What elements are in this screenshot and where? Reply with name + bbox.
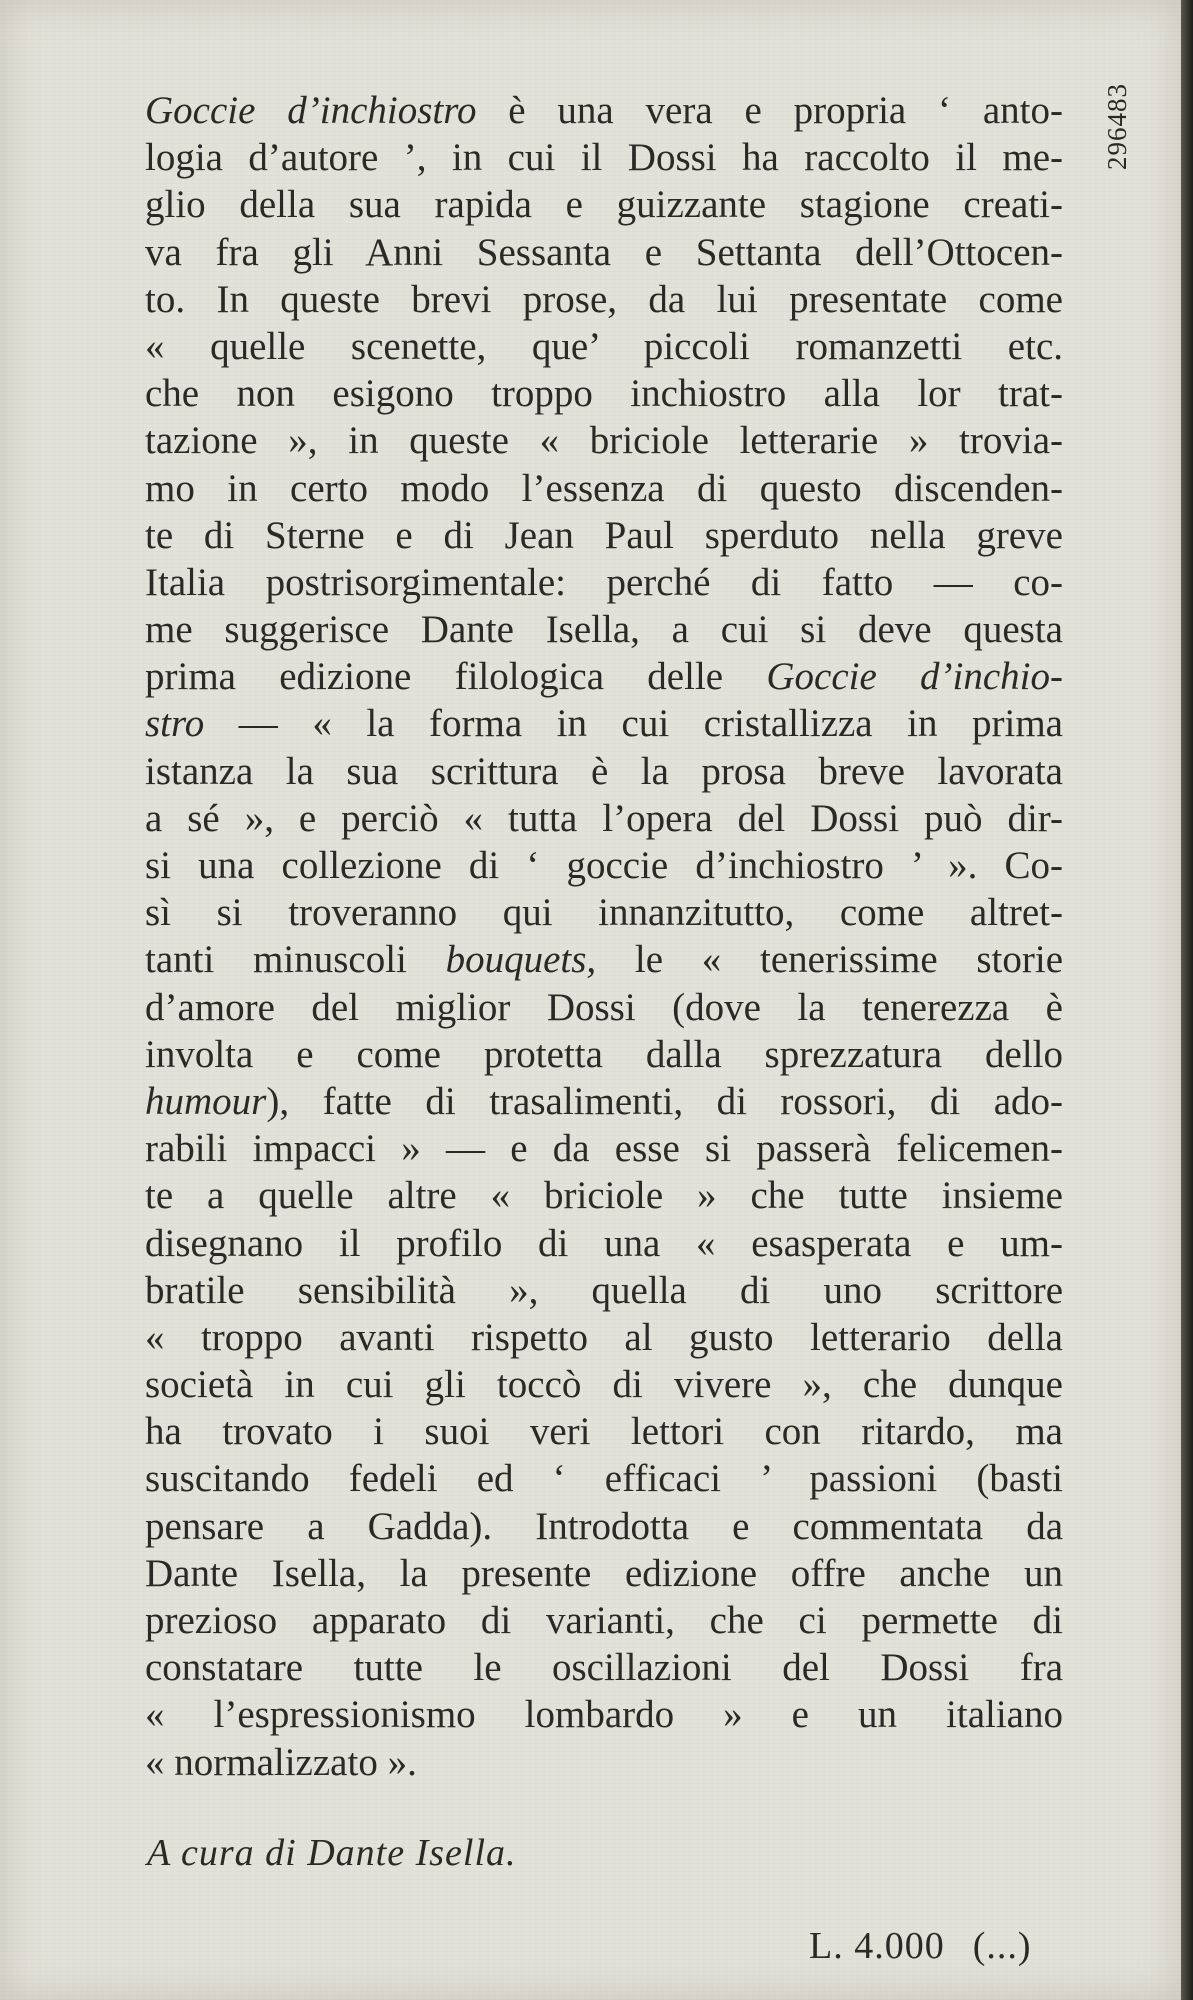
blurb-line xyxy=(145,700,1063,747)
blurb-segment: sì si troveranno qui innanzitutto, come altret- xyxy=(145,891,1063,935)
blurb-segment: to. In queste brevi prose, da lui presentate come xyxy=(145,277,1063,321)
blurb-segment: ), fatte di trasalimenti, di rossori, di ado- xyxy=(266,1079,1063,1123)
blurb-segment: disegnano il profilo di una « esasperata e um- xyxy=(145,1221,1063,1265)
blurb-line xyxy=(145,1031,1063,1078)
blurb-segment: te di Sterne e di Jean Paul sperduto nella greve xyxy=(145,513,1063,557)
blurb-segment: istanza la sua scrittura è la prosa breve lavorata xyxy=(145,749,1063,793)
blurb-line xyxy=(145,1597,1063,1644)
blurb-line xyxy=(145,1455,1063,1502)
page-edge-shadow xyxy=(1181,0,1193,2000)
blurb-line xyxy=(145,512,1063,559)
blurb-segment: « normalizzato ». xyxy=(145,1740,417,1784)
blurb-segment: è una vera e propria ‘ anto- xyxy=(476,89,1063,132)
blurb-segment: rabili impacci » — e da esse si passerà felicemen- xyxy=(145,1127,1063,1171)
price-suffix: (...) xyxy=(972,1925,1032,1967)
blurb-segment: d’amore del miglior Dossi (dove la tenerezza è xyxy=(145,985,1063,1029)
blurb-italic-segment: humour xyxy=(145,1079,267,1123)
blurb-segment: involta e come protetta dalla sprezzatura dello xyxy=(145,1032,1063,1076)
blurb-line xyxy=(145,1172,1063,1219)
blurb-line xyxy=(145,653,1063,700)
blurb-segment: constatare tutte le oscillazioni del Dossi fra xyxy=(145,1646,1063,1690)
blurb-line xyxy=(145,1314,1063,1361)
blurb-segment: — « la forma in cui cristallizza in prima xyxy=(204,702,1063,746)
blurb-segment: « troppo avanti rispetto al gusto letterario della xyxy=(145,1315,1063,1359)
blurb-line xyxy=(145,1644,1063,1691)
blurb-italic-segment: stro xyxy=(145,702,205,746)
blurb-line xyxy=(145,606,1063,653)
blurb-segment: prima edizione filologica delle xyxy=(145,655,767,699)
blurb-line xyxy=(145,1503,1063,1550)
blurb-line xyxy=(145,229,1063,276)
blurb-line xyxy=(145,748,1063,795)
blurb-line xyxy=(145,984,1063,1031)
blurb-segment: va fra gli Anni Sessanta e Settanta dell’Ottocen- xyxy=(145,230,1063,274)
blurb-segment: prezioso apparato di varianti, che ci permette di xyxy=(145,1599,1063,1642)
blurb-segment: a sé », e perciò « tutta l’opera del Dossi può dir- xyxy=(145,796,1063,840)
blurb-line xyxy=(145,134,1063,181)
blurb-line xyxy=(145,1220,1063,1267)
serial-number: 296483 xyxy=(1102,83,1132,170)
blurb-line xyxy=(145,465,1063,512)
blurb-segment: si una collezione di ‘ goccie d’inchiostro ’ ». Co- xyxy=(145,844,1063,887)
blurb-line xyxy=(145,1267,1063,1314)
blurb-segment: Dante Isella, la presente edizione offre anche un xyxy=(145,1551,1063,1595)
blurb-segment: tanti minuscoli xyxy=(145,938,446,982)
blurb-line xyxy=(145,559,1063,606)
blurb-segment: tazione », in queste « briciole letterarie » trovia- xyxy=(145,419,1063,463)
blurb-segment: Italia postrisorgimentale: perché di fatto — co- xyxy=(145,560,1063,604)
blurb-segment: che non esigono troppo inchiostro alla lor trat- xyxy=(145,372,1063,416)
price-value: L. 4.000 xyxy=(809,1925,945,1967)
blurb-italic-segment: Goccie d’inchio- xyxy=(766,655,1064,699)
blurb-line xyxy=(145,1361,1063,1408)
blurb-segment: suscitando fedeli ed ‘ efficaci ’ passioni (basti xyxy=(145,1457,1063,1501)
blurb-line xyxy=(145,795,1063,842)
blurb-line xyxy=(145,842,1063,889)
blurb-segment: « l’espressionismo lombardo » e un italiano xyxy=(145,1693,1063,1737)
blurb-segment: me suggerisce Dante Isella, a cui si deve questa xyxy=(145,608,1063,652)
blurb-line xyxy=(145,936,1063,983)
blurb-segment: te a quelle altre « briciole » che tutte insieme xyxy=(145,1174,1063,1218)
blurb-segment: bratile sensibilità », quella di uno scrittore xyxy=(145,1268,1063,1312)
blurb-line xyxy=(145,1739,1063,1786)
blurb-line xyxy=(145,1550,1063,1597)
blurb-segment: glio della sua rapida e guizzante stagione creati- xyxy=(145,183,1063,227)
blurb-line xyxy=(145,323,1063,370)
blurb-segment: pensare a Gadda). Introdotta e commentata da xyxy=(145,1504,1063,1548)
blurb-segment: logia d’autore ’, in cui il Dossi ha raccolto il me- xyxy=(145,136,1063,180)
blurb-line xyxy=(145,87,1063,134)
blurb-segment: le « tenerissime storie xyxy=(596,938,1063,982)
blurb-line xyxy=(145,1125,1063,1172)
editor-credit: A cura di Dante Isella. xyxy=(147,1832,517,1874)
blurb-segment: società in cui gli toccò di vivere », che dunque xyxy=(145,1363,1063,1407)
blurb-line xyxy=(145,1691,1063,1738)
blurb-segment: « quelle scenette, que’ piccoli romanzetti etc. xyxy=(145,324,1063,368)
blurb-line xyxy=(145,417,1063,464)
blurb-line xyxy=(145,1408,1063,1455)
blurb-italic-segment: bouquets, xyxy=(445,938,597,982)
blurb-line xyxy=(145,889,1063,936)
blurb-line xyxy=(145,1078,1063,1125)
blurb-italic-segment: Goccie d’inchiostro xyxy=(145,89,477,132)
blurb-segment: ha trovato i suoi veri lettori con ritardo, ma xyxy=(145,1410,1063,1454)
blurb-line xyxy=(145,276,1063,323)
blurb-text xyxy=(145,87,1063,1786)
price-line xyxy=(809,1924,1032,1968)
blurb-line xyxy=(145,370,1063,417)
blurb-line xyxy=(145,181,1063,228)
blurb-segment: mo in certo modo l’essenza di questo discenden- xyxy=(145,466,1063,510)
